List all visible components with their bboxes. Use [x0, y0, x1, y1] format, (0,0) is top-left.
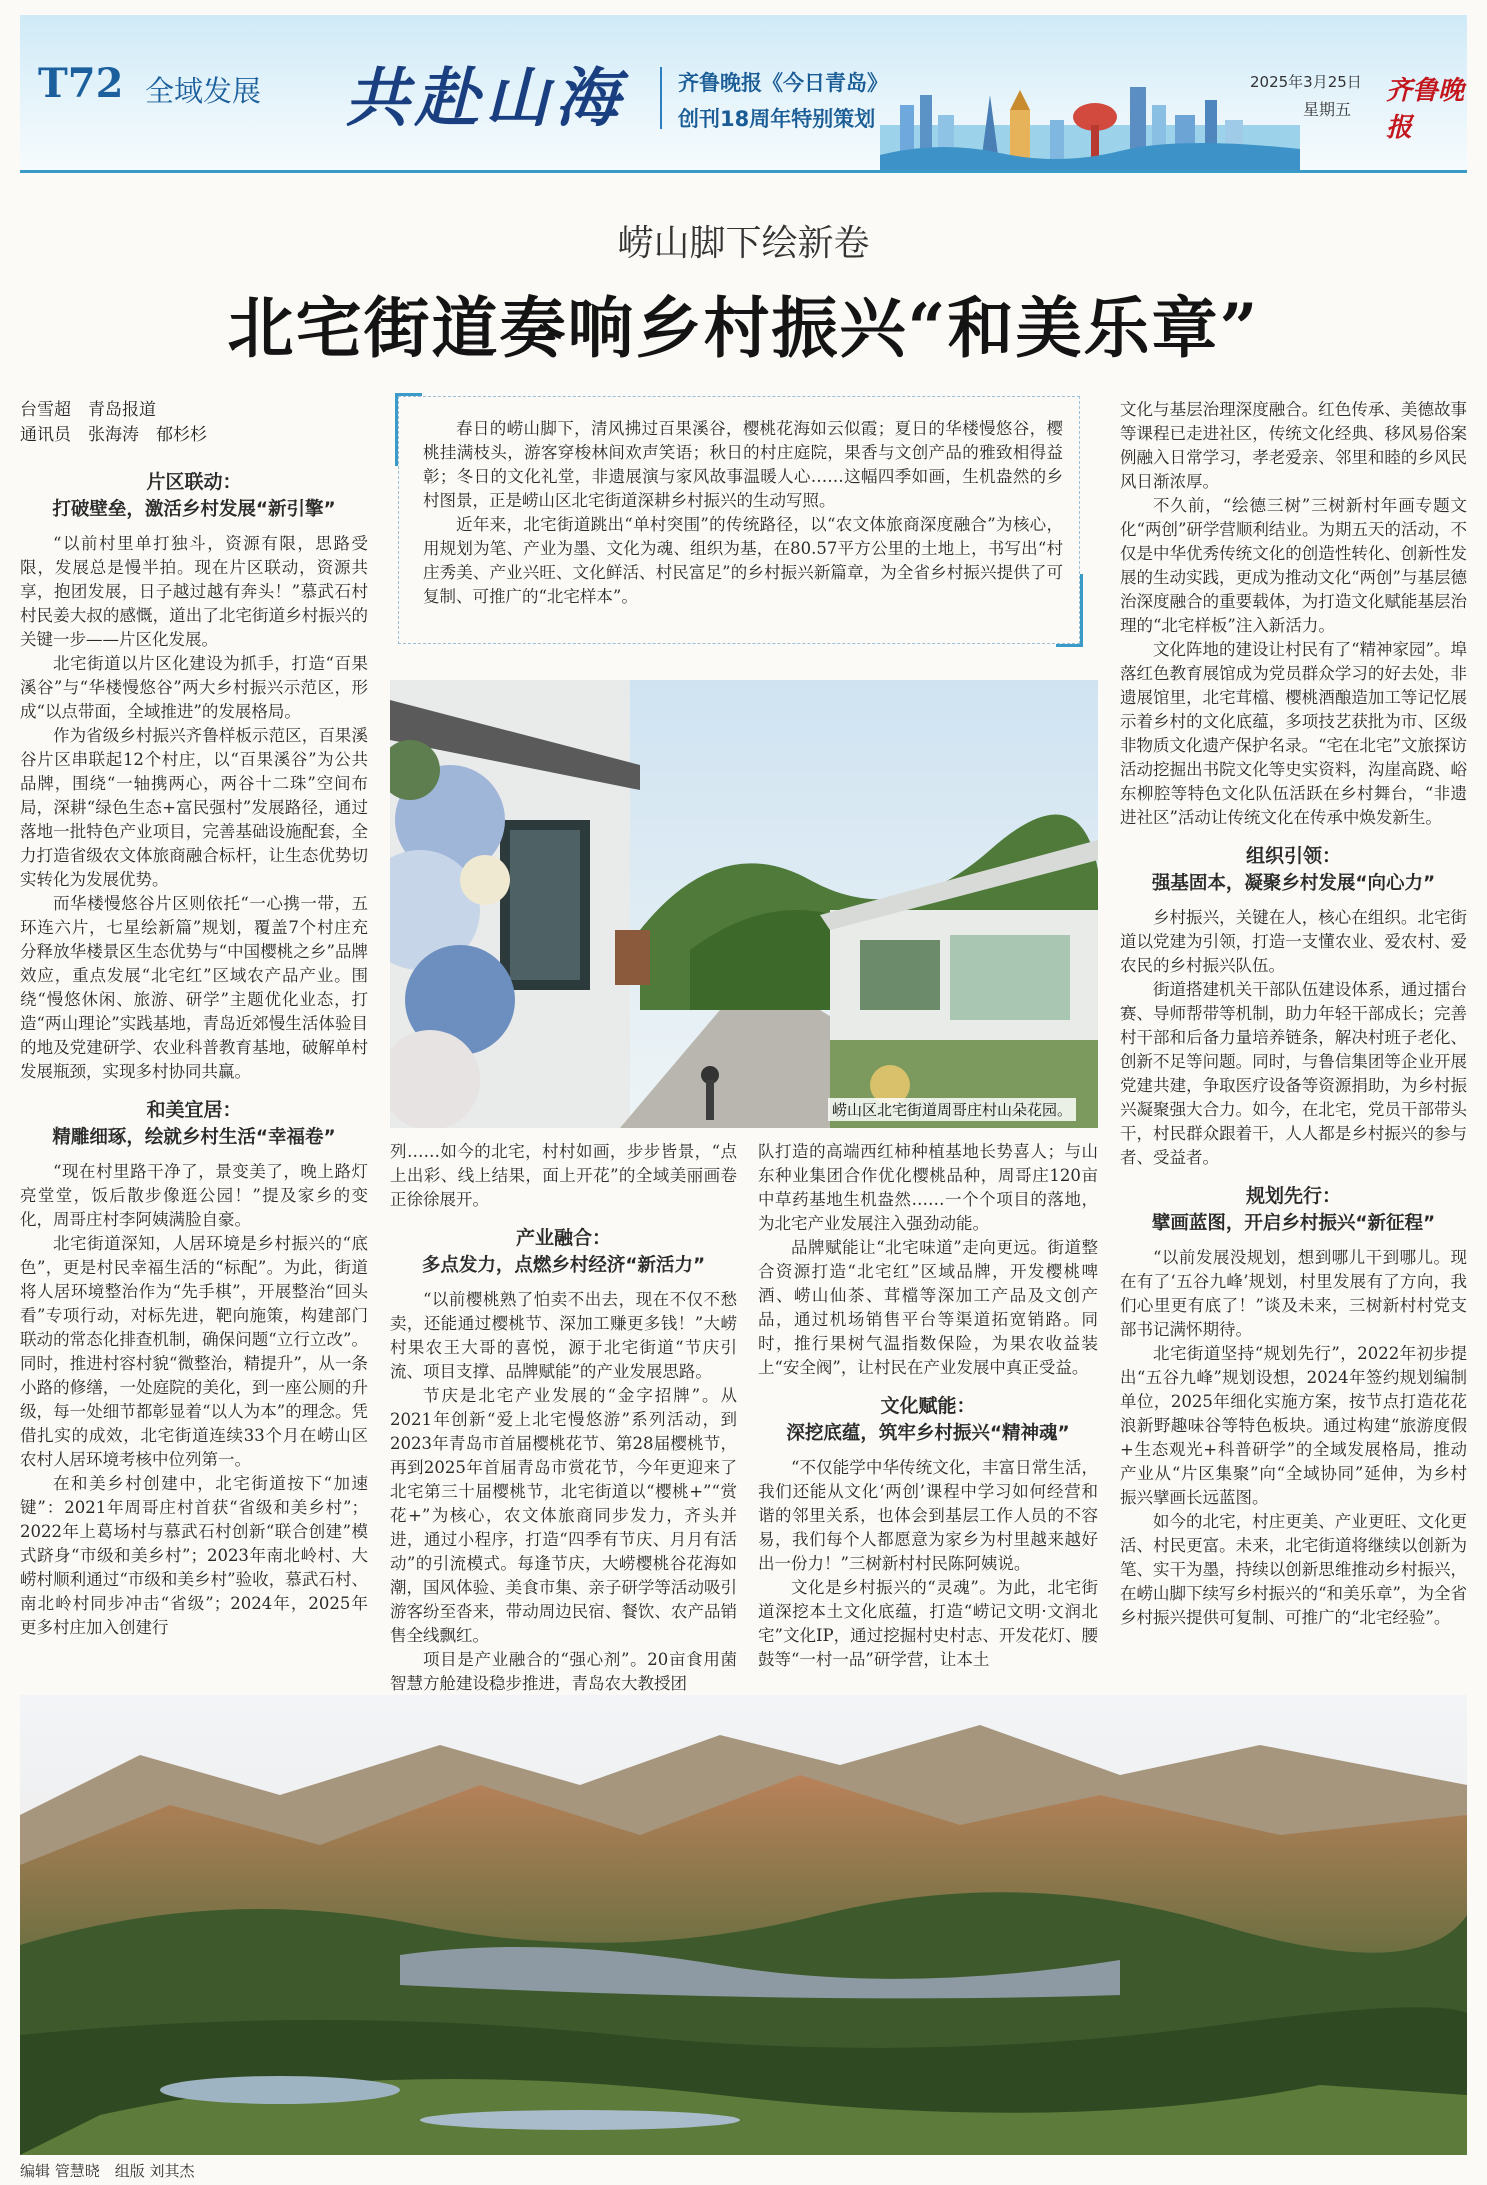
section-heading: 产业融合： [515, 1227, 611, 1249]
paragraph: 列……如今的北宅，村村如画，步步皆景，“点上出彩、线上结果，面上开花”的全域美丽画卷正徐徐展开。 [390, 1142, 737, 1209]
column-2 [390, 1140, 737, 1696]
paragraph: “以前樱桃熟了怕卖不出去，现在不仅不愁卖，还能通过樱桃节、深加工赚更多钱！”大崂村果农王大哥的喜悦，源于北宅街道“节庆引流、项目支撑、品牌赋能”的产业发展思路。 [390, 1290, 737, 1381]
section-subheading: 精雕细琢，绘就乡村生活“幸福卷” [52, 1127, 336, 1148]
section-heading: 规划先行： [1245, 1185, 1341, 1207]
issue-weekday: 星期五 [1303, 100, 1352, 119]
header-divider [660, 67, 662, 129]
lead-paragraph: 春日的崂山脚下，清风拂过百果溪谷，樱桃花海如云似霞；夏日的华楼慢悠谷，樱桃挂满枝头，游客穿梭林间欢声笑语；秋日的村庄庭院，果香与文创产品的雅致相得益彰；冬日的文化礼堂，非遗展演与家风故事温暖人心……这幅四季如画，生机盎然的乡村图景，正是崂山区北宅街道深耕乡村振兴的生动写照。 [423, 419, 1063, 510]
photo-caption: 崂山区北宅街道周哥庄村山朵花园。 [828, 1098, 1076, 1121]
paragraph: 文化阵地的建设让村民有了“精神家园”。埠落红色教育展馆成为党员群众学习的好去处，非遗展馆里，北宅茸檔、樱桃酒酿造加工等记忆展示着乡村的文化底蕴，多项技艺获批为市、区级非物质文化遗产保护名录。“宅在北宅”文旅探访活动挖掘出书院文化等史实资料，沟崖高跷、峪东柳腔等特色文化队伍活跃在乡村舞台，“非遗进社区”活动让传统文化在传承中焕发新生。 [1120, 640, 1467, 827]
paragraph: 不久前，“绘德三树”三树新村年画专题文化“两创”研学营顺利结业。为期五天的活动，不仅是中华优秀传统文化的创造性转化、创新性发展的生动实践，更成为推动文化“两创”与基层德治深度融合的重要载体，为打造文化赋能基层治理的“北宅样板”注入新活力。 [1120, 496, 1467, 635]
section-subheading: 深挖底蕴，筑牢乡村振兴“精神魂” [786, 1423, 1070, 1444]
paragraph: 品牌赋能让“北宅味道”走向更远。街道整合资源打造“北宅红”区域品牌，开发樱桃啤酒、崂山仙茶、茸檔等深加工产品及文创产品，通过机场销售平台等渠道拓宽销路。同时，推行果树气温指数保险，为果农收益装上“安全阀”，让村民在产业发展中真正受益。 [758, 1238, 1098, 1377]
kicker-title: 崂山脚下绘新卷 [617, 223, 870, 264]
section-subheading: 强基固本，凝聚乡村发展“向心力” [1151, 873, 1436, 894]
city-skyline-illustration [880, 65, 1300, 170]
page-number: T72 [38, 60, 124, 107]
special-sub2: 创刊18周年特别策划 [678, 107, 876, 131]
paragraph: 队打造的高端西红柿种植基地长势喜人；与山东种业集团合作优化樱桃品种，周哥庄120亩中草药基地生机盎然……一个个项目的落地，为北宅产业发展注入强劲动能。 [758, 1142, 1098, 1233]
special-sub1: 齐鲁晚报《今日青岛》 [678, 71, 888, 95]
column-1 [20, 398, 368, 1640]
byline-correspondent: 通讯员 张海涛 郁杉杉 [20, 425, 207, 445]
headline: 北宅街道奏响乡村振兴“和美乐章” [227, 289, 1260, 367]
byline-reporter: 台雪超 青岛报道 [20, 400, 156, 420]
paragraph: “现在村里路干净了，景变美了，晚上路灯亮堂堂，饭后散步像逛公园！”提及家乡的变化，周哥庄村李阿姨满脸自豪。 [20, 1162, 368, 1229]
newspaper-logo: 齐鲁晚报 [1386, 76, 1465, 143]
lead-bracket-top-left [395, 393, 422, 466]
paragraph: 作为省级乡村振兴齐鲁样板示范区，百果溪谷片区串联起12个村庄，以“百果溪谷”为公共品牌，围绕“一轴携两心，两谷十二珠”空间布局，深耕“绿色生态+富民强村”发展路径，通过落地一批特色产业项目，完善基础设施配套，全力打造省级农文体旅商融合标杆，让生态优势切实转化为发展优势。 [20, 726, 368, 889]
issue-date: 2025年3月25日 [1250, 73, 1362, 91]
paragraph: 如今的北宅，村庄更美、产业更旺、文化更活、村民更富。未来，北宅街道将继续以创新为笔、实干为墨，持续以创新思维推动乡村振兴，在崂山脚下续写乡村振兴的“和美乐章”，为全省乡村振兴提供可复制、可推广的“北宅经验”。 [1120, 1512, 1467, 1627]
paragraph: 而华楼慢悠谷片区则依托“一心携一带，五环连六片，七星绘新篇”规划，覆盖7个村庄充分释放华楼景区生态优势与“中国樱桃之乡”品牌效应，重点发展“北宅红”区域农产品产业。围绕“慢悠休闲、旅游、研学”主题优化业态，打造“两山理论”实践基地，青岛近郊慢生活体验目的地及党建研学、农业科普教育基地，破解单村发展瓶颈，实现多村协同共赢。 [20, 894, 368, 1081]
section-heading: 片区联动： [146, 471, 242, 493]
section-name: 全域发展 [145, 74, 262, 108]
paragraph: 在和美乡村创建中，北宅街道按下“加速键”：2021年周哥庄村首获“省级和美乡村”；2022年上葛场村与慕武石村创新“联合创建”模式跻身“市级和美乡村”；2023年南北岭村、大崂村顺利通过“市级和美乡村”验收，慕武石村、南北岭村同步冲击“省级”；2024年，2025年更多村庄加入创建行 [20, 1474, 368, 1637]
column-brand: 共赴山海 [345, 61, 625, 136]
lead-paragraph: 近年来，北宅街道跳出“单村突围”的传统路径，以“农文体旅商深度融合”为核心，用规划为笔、产业为墨、文化为魂、组织为基，在80.57平方公里的土地上，书写出“村庄秀美、产业兴旺、文化鲜活、村民富足”的乡村振兴新篇章，为全省乡村振兴提供了可复制、可推广的“北宅样本”。 [423, 515, 1063, 606]
paragraph: 文化是乡村振兴的“灵魂”。为此，北宅街道深挖本土文化底蕴，打造“崂记文明·文润北宅”文化IP，通过挖掘村史村志、开发花灯、腰鼓等“一村一品”研学营，让本土 [758, 1578, 1098, 1669]
section-subheading: 多点发力，点燃乡村经济“新活力” [421, 1255, 706, 1276]
section-heading: 组织引领： [1245, 845, 1341, 867]
paragraph: 街道搭建机关干部队伍建设体系，通过擂台赛、导师帮带等机制，助力年轻干部成长；完善村干部和后备力量培养链条，解决村班子老化、创新不足等问题。同时，与鲁信集团等企业开展党建共建，争取医疗设备等资源捐助，为乡村振兴凝聚强大合力。如今，在北宅，党员干部带头干，村民群众跟着干，人人都是乡村振兴的参与者、受益者。 [1120, 980, 1467, 1167]
paragraph: 北宅街道深知，人居环境是乡村振兴的“底色”，更是村民幸福生活的“标配”。为此，街道将人居环境整治作为“先手棋”，开展整治“回头看”专项行动，对标先进，靶向施策，构建部门联动的常态化排查机制，确保问题“立行立改”。同时，推进村容村貌“微整治，精提升”，从一条小路的修缮，一处庭院的美化，到一座公厕的升级，每一处细节都彰显着“以人为本”的理念。凭借扎实的成效，北宅街道连续33个月在崂山区农村人居环境考核中位列第一。 [20, 1234, 368, 1469]
section-heading: 和美宜居： [146, 1099, 242, 1121]
column-3 [758, 1140, 1098, 1672]
paragraph: “以前发展没规划，想到哪儿干到哪儿。现在有了‘五谷九峰’规划，村里发展有了方向，我们心里更有底了！”谈及未来，三树新村村党支部书记满怀期待。 [1120, 1248, 1467, 1339]
village-garden-photo [390, 680, 1098, 1128]
paragraph: 北宅街道坚持“规划先行”，2022年初步提出“五谷九峰”规划设想，2024年签约规划编制单位，2025年细化实施方案，按节点打造花花浪新野趣味谷等特色板块。通过构建“旅游度假+生态观光+科普研学”的全域发展格局，推动产业从“片区集聚”向“全域协同”延伸，为乡村振兴擘画长远蓝图。 [1120, 1344, 1467, 1507]
page-footer: 编辑 管慧晓 组版 刘其杰 [20, 2162, 195, 2180]
section-subheading: 打破壁垒，激活乡村发展“新引擎” [52, 499, 336, 520]
paragraph: 北宅街道以片区化建设为抓手，打造“百果溪谷”与“华楼慢悠谷”两大乡村振兴示范区，形成“以点带面，全域推进”的发展格局。 [20, 654, 368, 721]
paragraph: 节庆是北宅产业发展的“金字招牌”。从2021年创新“爱上北宅慢悠游”系列活动，到2023年青岛市首届樱桃花节、第28届樱桃节，再到2025年首届青岛市赏花节，今年更迎来了北宅第三十届樱桃节，北宅街道以“樱桃+”“赏花+”为核心，农文体旅商同步发力，齐头并进，通过小程序，打造“四季有节庆、月月有活动”的引流模式。每逢节庆，大崂樱桃谷花海如潮，国风体验、美食市集、亲子研学等活动吸引游客纷至沓来，带动周边民宿、餐饮、农产品销售全线飘红。 [390, 1386, 737, 1645]
section-heading: 文化赋能： [880, 1395, 976, 1417]
paragraph: 文化与基层治理深度融合。红色传承、美德故事等课程已走进社区，传统文化经典、移风易俗案例融入日常学习，孝老爱亲、邻里和睦的乡风民风日渐浓厚。 [1120, 400, 1467, 491]
paragraph: 项目是产业融合的“强心剂”。20亩食用菌智慧方舱建设稳步推进，青岛农大教授团 [390, 1650, 737, 1693]
paragraph: “以前村里单打独斗，资源有限，思路受限，发展总是慢半拍。现在片区联动，资源共享，抱团发展，日子越过越有奔头！”慕武石村村民姜大叔的感慨，道出了北宅街道乡村振兴的关键一步——片区化发展。 [20, 534, 368, 649]
section-subheading: 擘画蓝图，开启乡村振兴“新征程” [1151, 1213, 1436, 1234]
mountain-panorama-photo [20, 1695, 1467, 2155]
paragraph: 乡村振兴，关键在人，核心在组织。北宅街道以党建为引领，打造一支懂农业、爱农村、爱农民的乡村振兴队伍。 [1120, 908, 1467, 975]
page-header [20, 15, 1467, 173]
column-4 [1120, 398, 1467, 1630]
lead-box [398, 396, 1080, 644]
paragraph: “不仅能学中华传统文化，丰富日常生活，我们还能从文化‘两创’课程中学习如何经营和谐的邻里关系，也体会到基层工作人员的不容易，我们每个人都愿意为家乡为村里越来越好出一份力！”三树新村村民陈阿姨说。 [758, 1458, 1098, 1573]
